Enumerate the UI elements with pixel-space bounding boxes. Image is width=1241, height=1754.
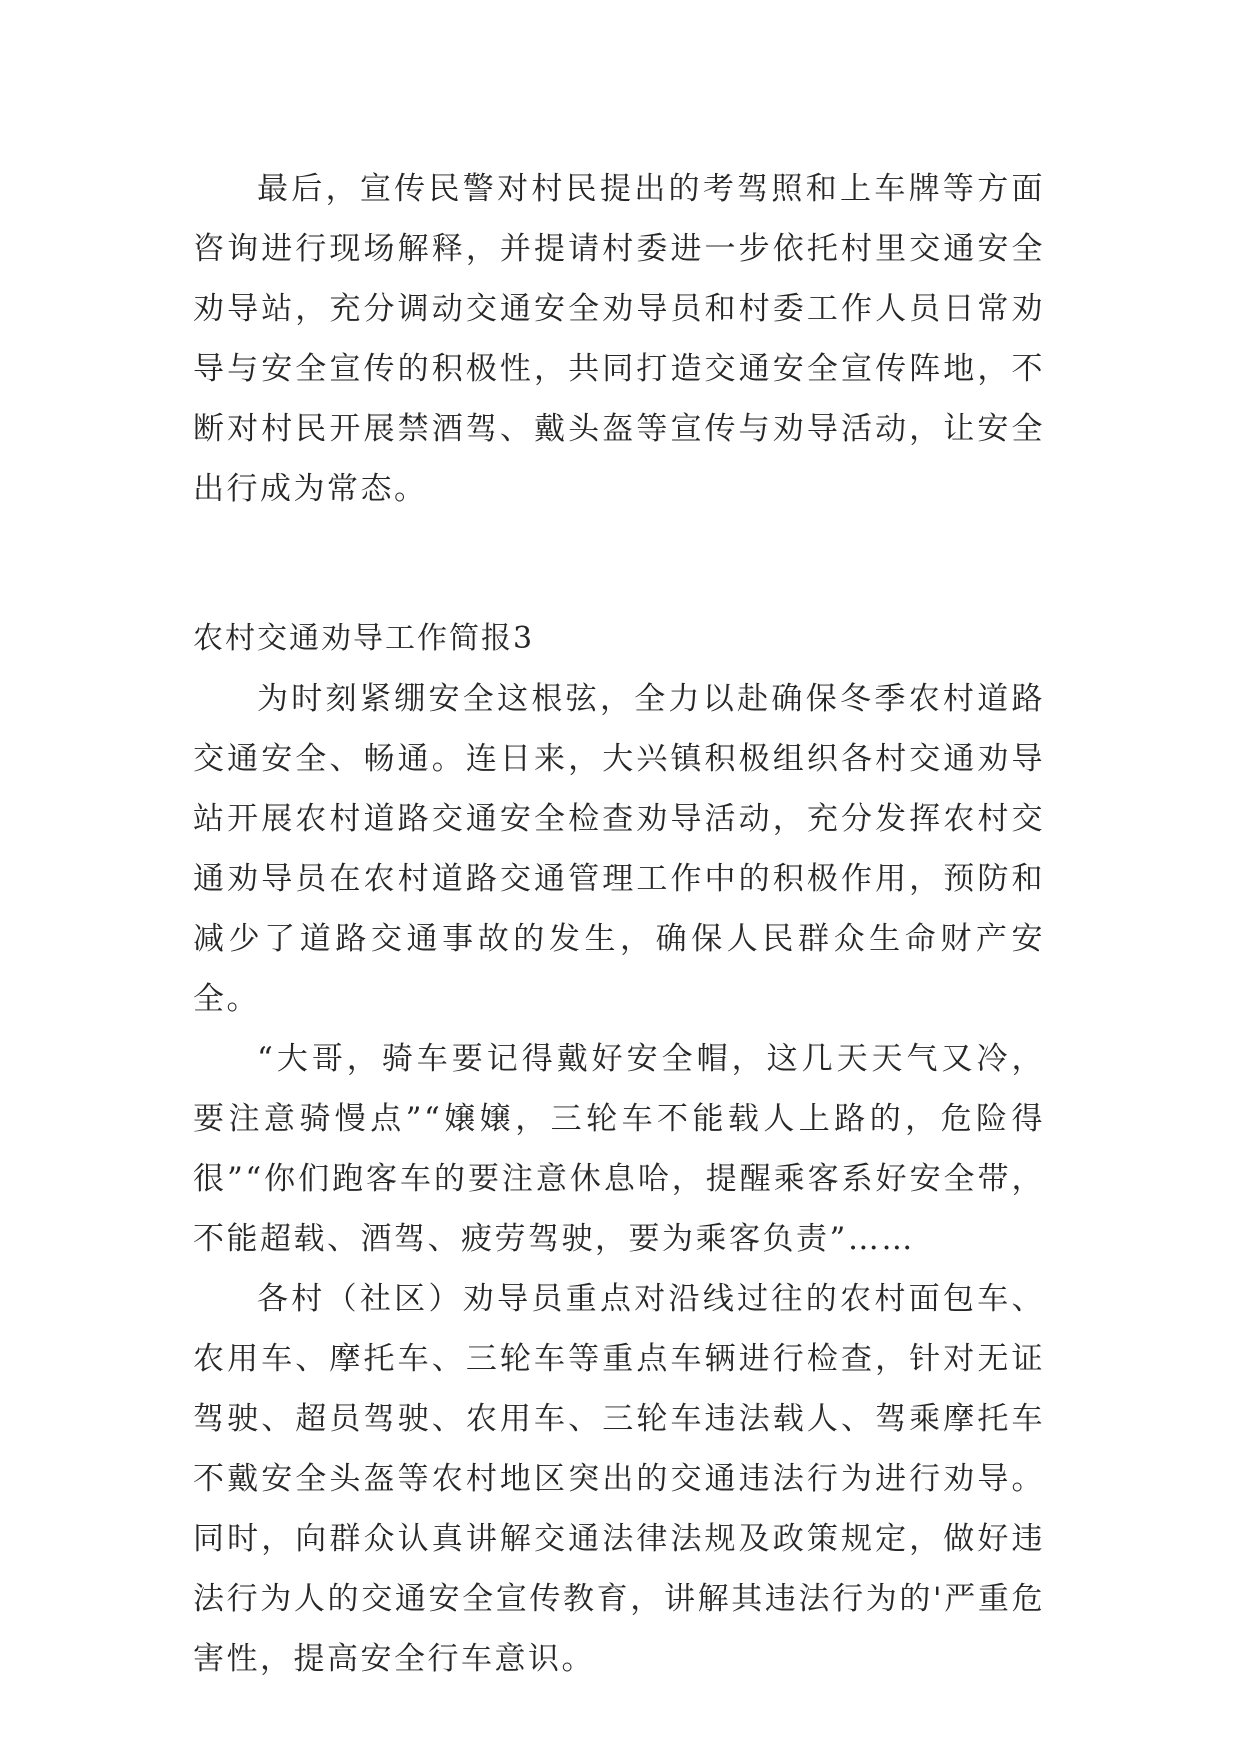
paragraph-intro: 为时刻紧绷安全这根弦，全力以赴确保冬季农村道路交通安全、畅通。连日来，大兴镇积极组织各村交通劝导站开展农村道路交通安全检查劝导活动，充分发挥农村交通劝导员在农村道路交通管理工作中的积极作用，预防和减少了道路交通事故的发生，确保人民群众生命财产安全。 [193, 681, 1045, 1017]
document-body [193, 159, 1045, 1689]
paragraph-inspection: 各村（社区）劝导员重点对沿线过往的农村面包车、农用车、摩托车、三轮车等重点车辆进行检查，针对无证驾驶、超员驾驶、农用车、三轮车违法载人、驾乘摩托车不戴安全头盔等农村地区突出的交通违法行为进行劝导。同时，向群众认真讲解交通法律法规及政策规定，做好违法行为人的交通安全宣传教育，讲解其违法行为的'严重危害性，提高安全行车意识。 [193, 1281, 1045, 1677]
paragraph-closing-notice: 最后，宣传民警对村民提出的考驾照和上车牌等方面咨询进行现场解释，并提请村委进一步依托村里交通安全劝导站，充分调动交通安全劝导员和村委工作人员日常劝导与安全宣传的积极性，共同打造交通安全宣传阵地，不断对村民开展禁酒驾、戴头盔等宣传与劝导活动，让安全出行成为常态。 [193, 171, 1045, 507]
section-title: 农村交通劝导工作简报3 [193, 621, 535, 656]
paragraph-quotes: “大哥，骑车要记得戴好安全帽，这几天天气又冷，要注意骑慢点”“嬢嬢，三轮车不能载人上路的，危险得很”“你们跑客车的要注意休息哈，提醒乘客系好安全带，不能超载、酒驾、疲劳驾驶，要为乘客负责”…… [193, 1041, 1045, 1257]
